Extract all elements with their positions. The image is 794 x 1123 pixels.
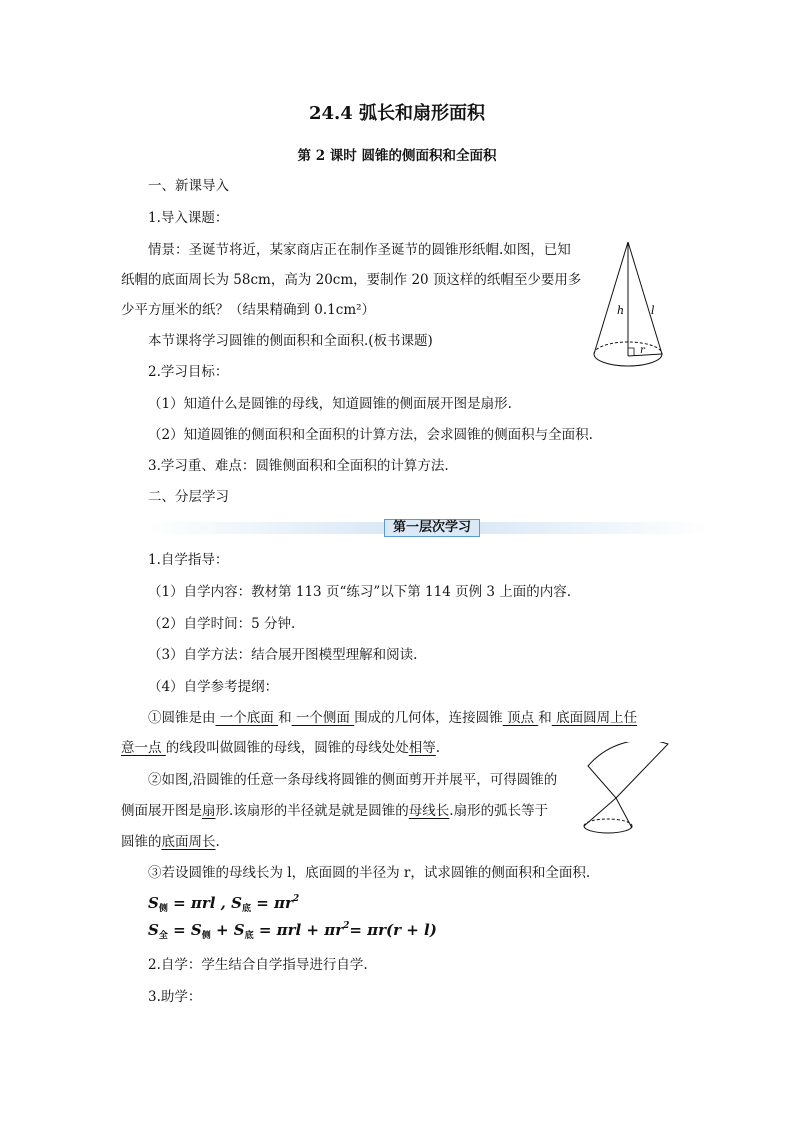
question-2-line-1: ②如图,沿圆锥的任意一条母线将圆锥的侧面剪开并展平，可得圆锥的 [148, 772, 558, 788]
cone-figure [588, 238, 688, 378]
blank-one-side: 一个侧面 [291, 710, 355, 726]
blank-apex: 顶点 [502, 710, 539, 726]
formula-side-base: $S_侧 = \pi rl$ , $S_底 = \pi r^2$ [148, 894, 300, 914]
cone-height-label: h [617, 304, 625, 317]
cone-radius-label: r [640, 345, 645, 356]
section-heading-intro: 一、新课导入 [148, 178, 229, 194]
formula-total: $S_全 = S_侧 + S_底 = \pi rl + \pi r^2= \pi r(r + l)$ [148, 921, 437, 941]
help-study: 3.助学： [148, 989, 202, 1005]
goal-1: （1）知道什么是圆锥的母线，知道圆锥的侧面展开图是扇形. [148, 396, 512, 412]
item-import-topic: 1.导入课题： [148, 210, 229, 226]
question-2-line-2: 侧面展开图是扇形.该扇形的半径就是就是圆锥的母线长.扇形的弧长等于 [121, 803, 549, 819]
question-1-line-2: 意一点 的线段叫做圆锥的母线，圆锥的母线处处相等. [121, 740, 441, 756]
question-2-line-3: 圆锥的底面周长. [121, 834, 220, 850]
blank-equal: 相等 [408, 740, 436, 756]
goals-heading: 2.学习目标： [148, 364, 229, 380]
lesson-subtitle: 第 2 课时 圆锥的侧面积和全面积 [297, 148, 497, 164]
guide-item-4: （4）自学参考提纲： [148, 679, 279, 695]
blank-one-base: 一个底面 [215, 710, 279, 726]
guide-item-3: （3）自学方法：结合展开图模型理解和阅读. [148, 647, 418, 663]
cone-slant-label: l [651, 304, 655, 317]
intro-note: 本节课将学习圆锥的侧面积和全面积.(板书课题) [148, 333, 433, 349]
self-study: 2.自学：学生结合自学指导进行自学. [148, 957, 368, 973]
blank-base-point-2: 意一点 [121, 740, 166, 756]
banner-label: 第一层次学习 [384, 519, 480, 537]
blank-slant-length: 母线长 [408, 803, 450, 819]
blank-base-point-1: 底面圆周上任 [551, 710, 638, 726]
section-heading-layered: 二、分层学习 [148, 489, 229, 505]
guide-item-1: （1）自学内容：教材第 113 页“练习”以下第 114 页例 3 上面的内容. [148, 584, 572, 600]
question-3: ③若设圆锥的母线长为 l，底面圆的半径为 r，试求圆锥的侧面积和全面积. [148, 865, 591, 881]
scenario-line-3: 少平方厘米的纸？（结果精确到 0.1cm²） [121, 302, 376, 318]
scenario-line-1: 情景：圣诞节将近，某家商店正在制作圣诞节的圆锥形纸帽.如图，已知 [148, 242, 571, 258]
key-points: 3.学习重、难点：圆锥侧面积和全面积的计算方法. [148, 458, 449, 474]
cone-net-figure [582, 742, 674, 838]
blank-sector: 扇 [202, 803, 216, 819]
scenario-line-2: 纸帽的底面周长为 58cm，高为 20cm，要制作 20 顶这样的纸帽至少要用多 [121, 272, 582, 288]
question-1-line-1: ①圆锥是由 一个底面 和 一个侧面 围成的几何体，连接圆锥 顶点 和 底面圆周上任 [148, 710, 638, 726]
guide-heading: 1.自学指导： [148, 552, 229, 568]
blank-base-circumference: 底面周长 [161, 834, 216, 850]
guide-item-2: （2）自学时间：5 分钟. [148, 616, 296, 632]
page-title: 24.4 弧长和扇形面积 [308, 103, 486, 124]
goal-2: （2）知道圆锥的侧面积和全面积的计算方法，会求圆锥的侧面积与全面积. [148, 427, 593, 443]
